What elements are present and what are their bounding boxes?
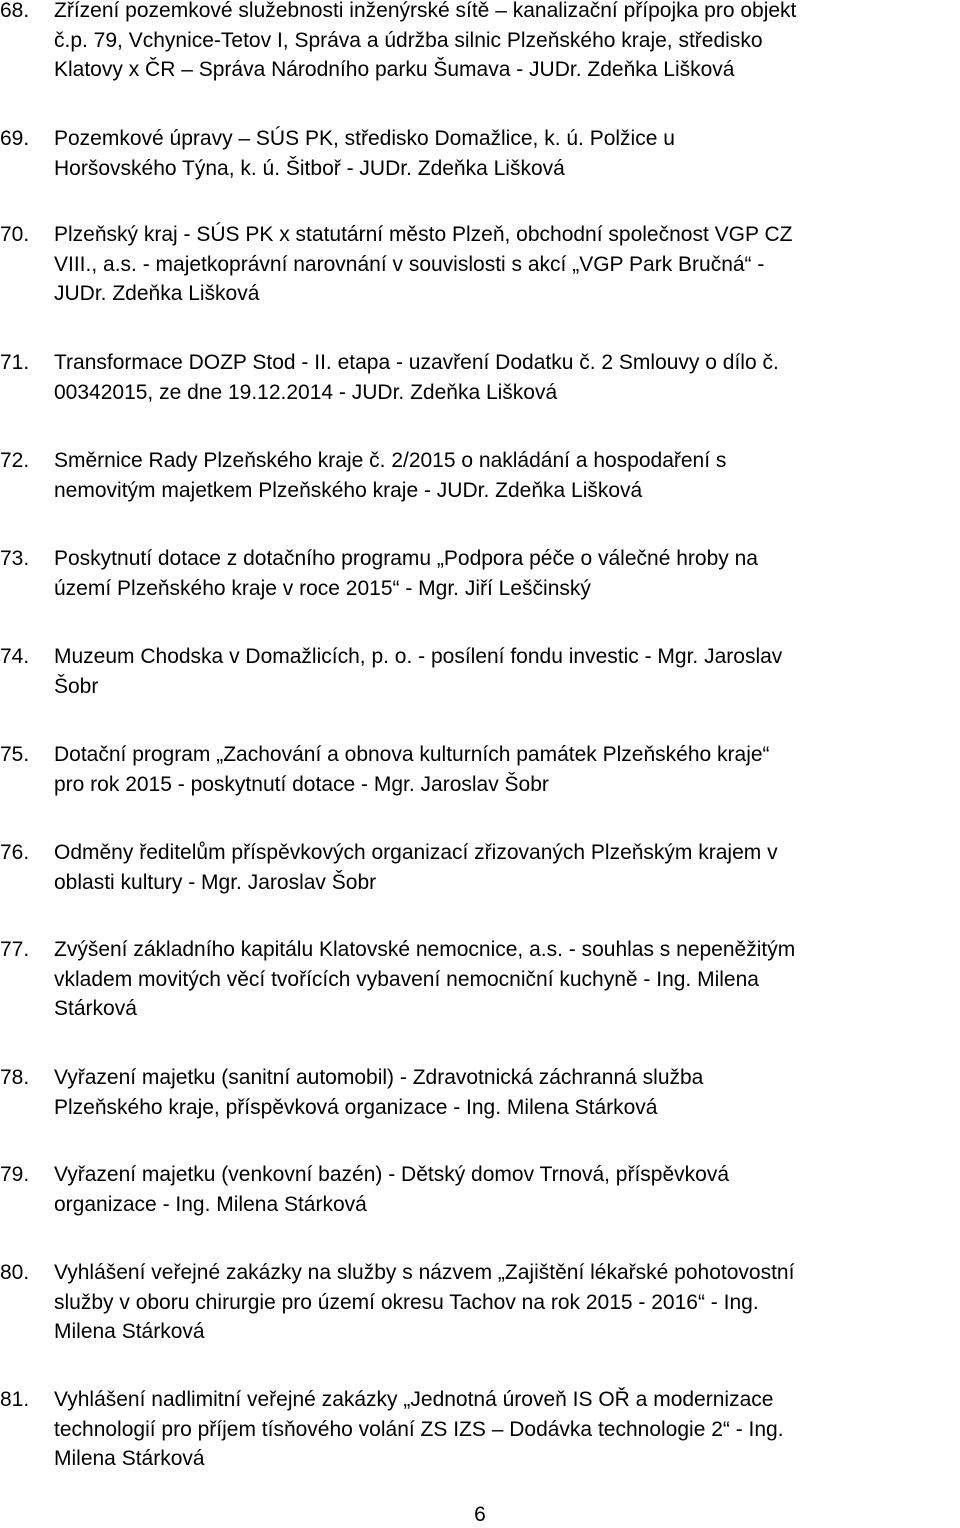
item-number: 69. [0, 127, 30, 150]
list-item-79 [0, 1160, 956, 1219]
item-number: 78. [0, 1066, 30, 1089]
item-number: 75. [0, 743, 30, 766]
item-number: 79. [0, 1163, 30, 1186]
list-item-71 [0, 348, 956, 407]
list-item-78 [0, 1063, 956, 1122]
item-text: Vyřazení majetku (sanitní automobil) - Zdravotnická záchranná služba Plzeňského kraje, příspěvková organizace - Ing. Milena Stárková [54, 1066, 704, 1119]
item-text: Odměny ředitelům příspěvkových organizací zřizovaných Plzeňským krajem v oblasti kultury - Mgr. Jaroslav Šobr [54, 841, 778, 894]
item-number: 81. [0, 1388, 30, 1411]
list-item-73 [0, 544, 956, 603]
item-text: Dotační program „Zachování a obnova kulturních památek Plzeňského kraje“ pro rok 2015 - poskytnutí dotace - Mgr. Jaroslav Šobr [54, 743, 770, 796]
list-item-69 [0, 124, 956, 183]
item-text: Plzeňský kraj - SÚS PK x statutární město Plzeň, obchodní společnost VGP CZ VIII., a.s. - majetkoprávní narovnání v souvislosti s akcí „VGP Park Bručná“ - JUDr. Zdeňka Lišková [54, 223, 793, 305]
item-text: Směrnice Rady Plzeňského kraje č. 2/2015 o nakládání a hospodaření s nemovitým majetkem Plzeňského kraje - JUDr. Zdeňka Lišková [54, 449, 727, 502]
item-number: 68. [0, 0, 30, 22]
item-text: Poskytnutí dotace z dotačního programu „Podpora péče o válečné hroby na území Plzeňského kraje v roce 2015“ - Mgr. Jiří Leščinský [54, 547, 758, 600]
list-item-68 [0, 0, 956, 85]
list-item-74 [0, 642, 956, 701]
item-number: 73. [0, 547, 30, 570]
item-number: 77. [0, 938, 30, 961]
item-number: 76. [0, 841, 30, 864]
item-text: Muzeum Chodska v Domažlicích, p. o. - posílení fondu investic - Mgr. Jaroslav Šobr [54, 645, 783, 698]
item-number: 71. [0, 351, 30, 374]
list-item-75 [0, 740, 956, 799]
item-number: 80. [0, 1261, 30, 1284]
item-text: Vyřazení majetku (venkovní bazén) - Dětský domov Trnová, příspěvková organizace - Ing. Milena Stárková [54, 1163, 730, 1216]
list-item-81 [0, 1385, 956, 1474]
list-item-77 [0, 935, 956, 1024]
page-number: 6 [474, 1503, 486, 1526]
item-number: 70. [0, 223, 30, 246]
item-number: 74. [0, 645, 30, 668]
item-text: Transformace DOZP Stod - II. etapa - uzavření Dodatku č. 2 Smlouvy o dílo č. 00342015, ze dne 19.12.2014 - JUDr. Zdeňka Lišková [54, 351, 779, 404]
item-text: Zvýšení základního kapitálu Klatovské nemocnice, a.s. - souhlas s nepeněžitým vkladem movitých věcí tvořících vybavení nemocniční kuchyně - Ing. Milena Stárková [54, 938, 796, 1020]
list-item-70 [0, 220, 956, 309]
item-text: Zřízení pozemkové služebnosti inženýrské sítě – kanalizační přípojka pro objekt č.p. 79, Vchynice-Tetov I, Správa a údržba silnic Plzeňského kraje, středisko Klatovy x ČR – Správa Národního parku Šumava - JUDr. Zdeňka Lišková [54, 0, 797, 81]
list-item-80 [0, 1258, 956, 1347]
list-item-76 [0, 838, 956, 897]
list-item-72 [0, 446, 956, 505]
item-text: Vyhlášení nadlimitní veřejné zakázky „Jednotná úroveň IS OŘ a modernizace technologií pro příjem tísňového volání ZS IZS – Dodávka technologie 2“ - Ing. Milena Stárková [54, 1388, 784, 1470]
item-number: 72. [0, 449, 30, 472]
item-text: Pozemkové úpravy – SÚS PK, středisko Domažlice, k. ú. Polžice u Horšovského Týna, k. ú. Šitboř - JUDr. Zdeňka Lišková [54, 127, 675, 180]
item-text: Vyhlášení veřejné zakázky na služby s názvem „Zajištění lékařské pohotovostní služby v oboru chirurgie pro území okresu Tachov na rok 2015 - 2016“ - Ing. Milena Stárková [54, 1261, 795, 1343]
